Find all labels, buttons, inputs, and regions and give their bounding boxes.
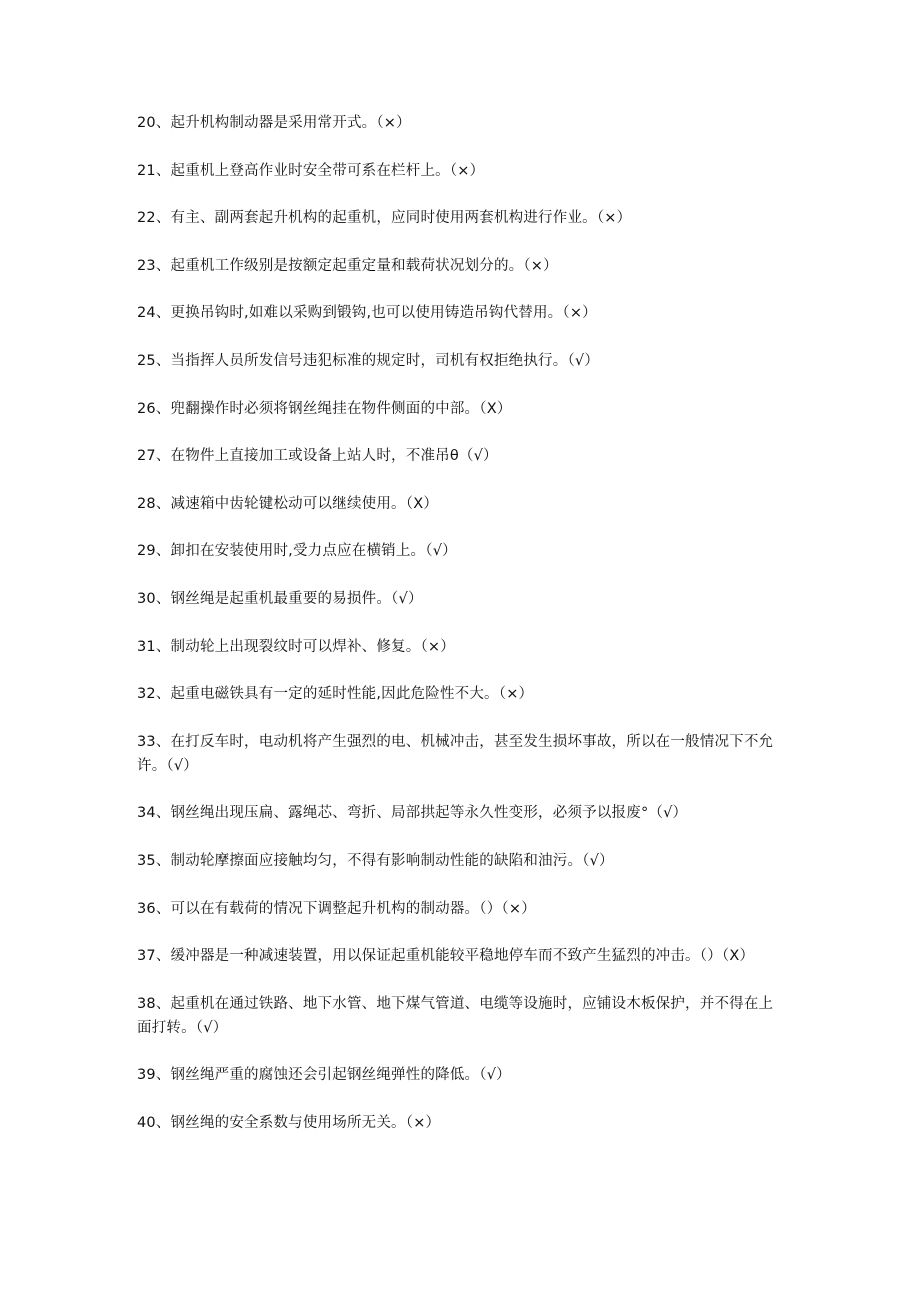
question-item: 21、起重机上登高作业时安全带可系在栏杆上。（×） — [137, 162, 485, 179]
question-item: 35、制动轮摩擦面应接触均匀，不得有影响制动性能的缺陷和油污。（√） — [137, 852, 614, 869]
question-item: 29、卸扣在安装使用时,受力点应在横销上。（√） — [137, 543, 457, 560]
question-item: 27、在物件上直接加工或设备上站人时，不准吊θ（√） — [137, 448, 498, 465]
question-item: 28、减速箱中齿轮键松动可以继续使用。（X） — [137, 495, 439, 512]
question-item: 36、可以在有载荷的情况下调整起升机构的制动器。（）（×） — [137, 900, 536, 917]
question-item: 24、更换吊钩时,如难以采购到锻钩,也可以使用铸造吊钩代替用。（×） — [137, 305, 597, 322]
question-item: 30、钢丝绳是起重机最重要的易损件。（√） — [137, 590, 423, 607]
question-item: 23、起重机工作级别是按额定起重定量和载荷状况划分的。（×） — [137, 257, 558, 274]
question-item: 20、起升机构制动器是采用常开式。（×） — [137, 115, 411, 131]
question-list — [137, 111, 777, 1158]
question-item: 39、钢丝绳严重的腐蚀还会引起钢丝绳弹性的降低。（√） — [137, 1067, 511, 1084]
question-item: 33、在打反车时，电动机将产生强烈的电、机械冲击，甚至发生损坏事故，所以在一般情况下不允许。（√） — [137, 733, 774, 774]
question-item: 25、当指挥人员所发信号违犯标准的规定时，司机有权拒绝执行。（√） — [137, 352, 600, 369]
question-item: 34、钢丝绳出现压扁、露绳芯、弯折、局部拱起等永久性变形，必须予以报废°（√） — [137, 805, 688, 822]
question-item: 22、有主、副两套起升机构的起重机，应同时使用两套机构进行作业。（×） — [137, 210, 632, 227]
question-item: 31、制动轮上出现裂纹时可以焊补、修复。（×） — [137, 638, 455, 655]
question-item: 32、起重电磁铁具有一定的延时性能,因此危险性不大。（×） — [137, 686, 534, 703]
question-item: 38、起重机在通过铁路、地下水管、地下煤气管道、电缆等设施时，应铺设木板保护，并不得在上面打转。（√） — [137, 995, 774, 1036]
question-item: 40、钢丝绳的安全系数与使用场所无关。（×） — [137, 1114, 441, 1131]
question-item: 37、缓冲器是一种减速装置，用以保证起重机能较平稳地停车而不致产生猛烈的冲击。（）（X） — [137, 948, 755, 965]
question-item: 26、兜翻操作时必须将钢丝绳挂在物件侧面的中部。（X） — [137, 400, 512, 417]
